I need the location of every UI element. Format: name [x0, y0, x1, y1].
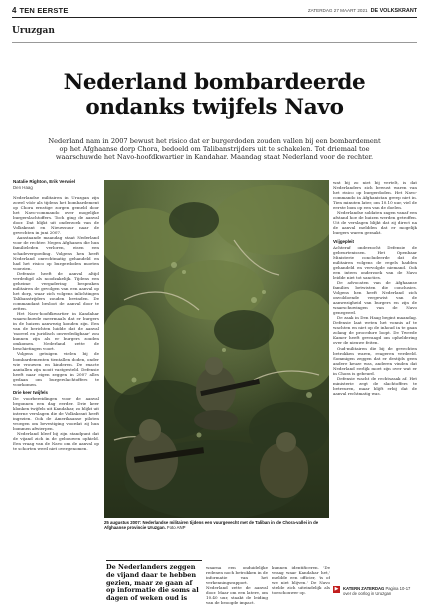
- body-paragraph: De advocaten van de Afghaanse families betwisten die conclusies. Volgens hen heeft Nederland zich onvoldoende vergewist van de aanwezigheid van burgers en zijn de waarschuwingen van de Navo genegeerd.: [333, 279, 417, 316]
- article-lead: Nederland nam in 2007 bewust het risico dat er burgerdoden zouden vallen bij een bombardement op het Afghaanse dorp Chora, bedoeld om Talibanstrijders uit te schakelen. Tot driemaal toe waarschuwde het Navo-hoofdkwartier in Kandahar. Maandag staat Nederland voor de rechter.: [48, 137, 381, 162]
- page-number: 4: [12, 6, 17, 15]
- cross-reference-heading: KATERN ZATERDAG: [343, 586, 385, 591]
- article-headline: Nederland bombardeerde ondanks twijfels Navo: [63, 70, 366, 120]
- body-paragraph: Nederlandse soldaten zagen vanaf een afstand hoe de huizen werden getroffen. Uit de verslagen blijkt dat zij direct na de aanval meldden dat er mogelijk burgers waren geraakt.: [333, 210, 417, 236]
- body-paragraph: Volgens getuigen vielen bij de bombardementen tientallen doden, onder wie vrouwen en kinderen. De exacte aantallen zijn nooit vastgesteld. Defensie heeft naar eigen zeggen in 2007 alles gedaan om burgerslachtoffers te voorkomen.: [13, 351, 99, 387]
- body-paragraph: Defensie heeft de aanval altijd verdedigd als noodzakelijk. Tijdens een geheime vergadering bespraken militairen de gevolgen van een aanval op het dorp, waar zich volgens inlichtingen Talibanstrijders zouden bevinden. De commandant besloot de aanval door te zetten.: [13, 270, 99, 312]
- newspaper-name: DE VOLKSKRANT: [370, 7, 417, 14]
- byline: [13, 179, 103, 190]
- pull-quote: De Nederlanders zeggen de vijand daar te hebben gezien, maar ze gaan af op informatie die soms al dagen of weken oud is: [106, 560, 202, 603]
- kicker-divider: [12, 42, 417, 43]
- body-column-2b: [272, 565, 330, 609]
- body-paragraph: waarna een onduidelijke redenen noch betrokken in de informatie van het verkenningsrapport. Nederland zette de aanval door. Maar om een latere, om 10.40 uur, staakt de leiding van de beoogde impact.: [206, 565, 268, 606]
- byline-place: Den Haag: [13, 185, 33, 190]
- cross-reference: [333, 586, 417, 608]
- article-photo: [104, 180, 329, 518]
- body-column-1: [13, 195, 99, 603]
- body-paragraph: Nederland bleef bij zijn standpunt dat de vijand zich in de gebouwen ophield. Een vraag van de Navo om de aanval op te schorten werd niet overgenomen.: [13, 431, 99, 452]
- cross-reference-body: Pagina 10-17 over de oorlog in Uruzgan: [343, 586, 411, 596]
- body-paragraph: De voorbereidingen voor de aanval begonnen een dag eerder. Drie keer klonken twijfels uit Kandahar, zo blijkt uit interne verslagen die de Volkskrant heeft ingezien. Ook de Amerikaanse piloten vroegen om bevestiging voordat zij hun bommen afwierpen.: [13, 395, 99, 432]
- photo-caption: [104, 520, 329, 531]
- arrow-right-icon: ▶: [334, 586, 339, 592]
- body-column-2a: [206, 565, 268, 609]
- photo-credit: Foto ANP: [167, 525, 186, 531]
- soldiers-in-vegetation-image: [104, 180, 329, 518]
- body-paragraph: wat bij zo niet bij vertelt, is dat Nederlanders zich bewust waren van het risico op burgerdoden. Het Navo-commando in Afghanistan greep niet in. Tien minuten later, om 10.10 uur, viel de eerste bom op een van de doelen.: [333, 180, 417, 211]
- body-paragraph: Achteraf onderzocht Defensie de gebeurtenissen. Het Openbaar Ministerie concludeerde dat de militairen volgens de regels hadden gehandeld en vervolgde niemand. Ook een intern onderzoek van de Navo leidde niet tot sancties.: [333, 244, 417, 280]
- subheading: Drie keer twijfels: [13, 389, 48, 395]
- subheading: Vrijgepleit: [333, 238, 354, 244]
- cross-reference-text: [343, 586, 417, 596]
- page-header: [12, 4, 417, 18]
- body-paragraph: Defensie wacht de rechtszaak af. Het ministerie zegt de slachtoffers te betreuren, maar blijft erbij dat de aanval rechtmatig was.: [333, 375, 417, 396]
- issue-date: ZATERDAG 27 MAART 2021: [307, 8, 368, 13]
- body-paragraph: kunnen identificeren. 'De vraag waar Kandahar het,' meldde een officier, 'is of we niet blijven.' De Navo stelde zich uiteindelijk als toeschouwer op.: [272, 565, 330, 596]
- caption-date: 25 augustus 2007:: [104, 520, 142, 525]
- body-paragraph: Nederlandse militairen in Uruzgan zijn zowel vóór als tijdens het bombardement op Chora ernstige zorgen gemeld door het Navo-commando over mogelijke burgerslachtoffers. Toch ging de aanval door. Dat blijkt uit onderzoek van de Volkskrant en Nieuwsuur naar de gevechten in juni 2007.: [13, 195, 99, 236]
- body-paragraph: De zaak in Den Haag begint maandag. Defensie laat weten het vonnis af te wachten en niet op de inhoud in te gaan zolang de procedure loopt. De Tweede Kamer heeft gevraagd om opheldering over de nieuwe feiten.: [333, 315, 417, 346]
- body-paragraph: Aanstaande maandag staat Nederland voor de rechter. Negen Afghanen die hun familieleden verloren, eisen een schadevergoeding. Volgens hen heeft Nederland onrechtmatig gehandeld en had het risico op burgerdoden moeten voorzien.: [13, 235, 99, 271]
- body-paragraph: Oud-militairen die bij de gevechten betrokken waren, reageren verdeeld. Sommigen zeggen dat er destijds geen andere keuze was, anderen vinden dat Nederland eerlijk moet zijn over wat er in Chora is gebeurd.: [333, 345, 417, 376]
- byline-authors: Natalie Righton, Erik Verwiel: [13, 179, 76, 184]
- caption-title: Nederlandse militairen tijdens een vuurgevecht met de Taliban in de Chora-vallei in de Afghaanse provincie Uruzgan.: [104, 520, 319, 531]
- section-kicker: Uruzgan: [12, 26, 55, 36]
- body-paragraph: Het Navo-hoofdkwartier in Kandahar waarschuwde meermaals dat er burgers in de huizen aanwezig konden zijn. Een van de berichten luidde dat de aanval 'moreel en juridisch onverdedigbaar' zou kunnen zijn als er burgers zouden omkomen. Nederland zette de beschietingen voort.: [13, 311, 99, 352]
- section-name: TEN EERSTE: [19, 6, 69, 15]
- body-column-4: [333, 180, 417, 582]
